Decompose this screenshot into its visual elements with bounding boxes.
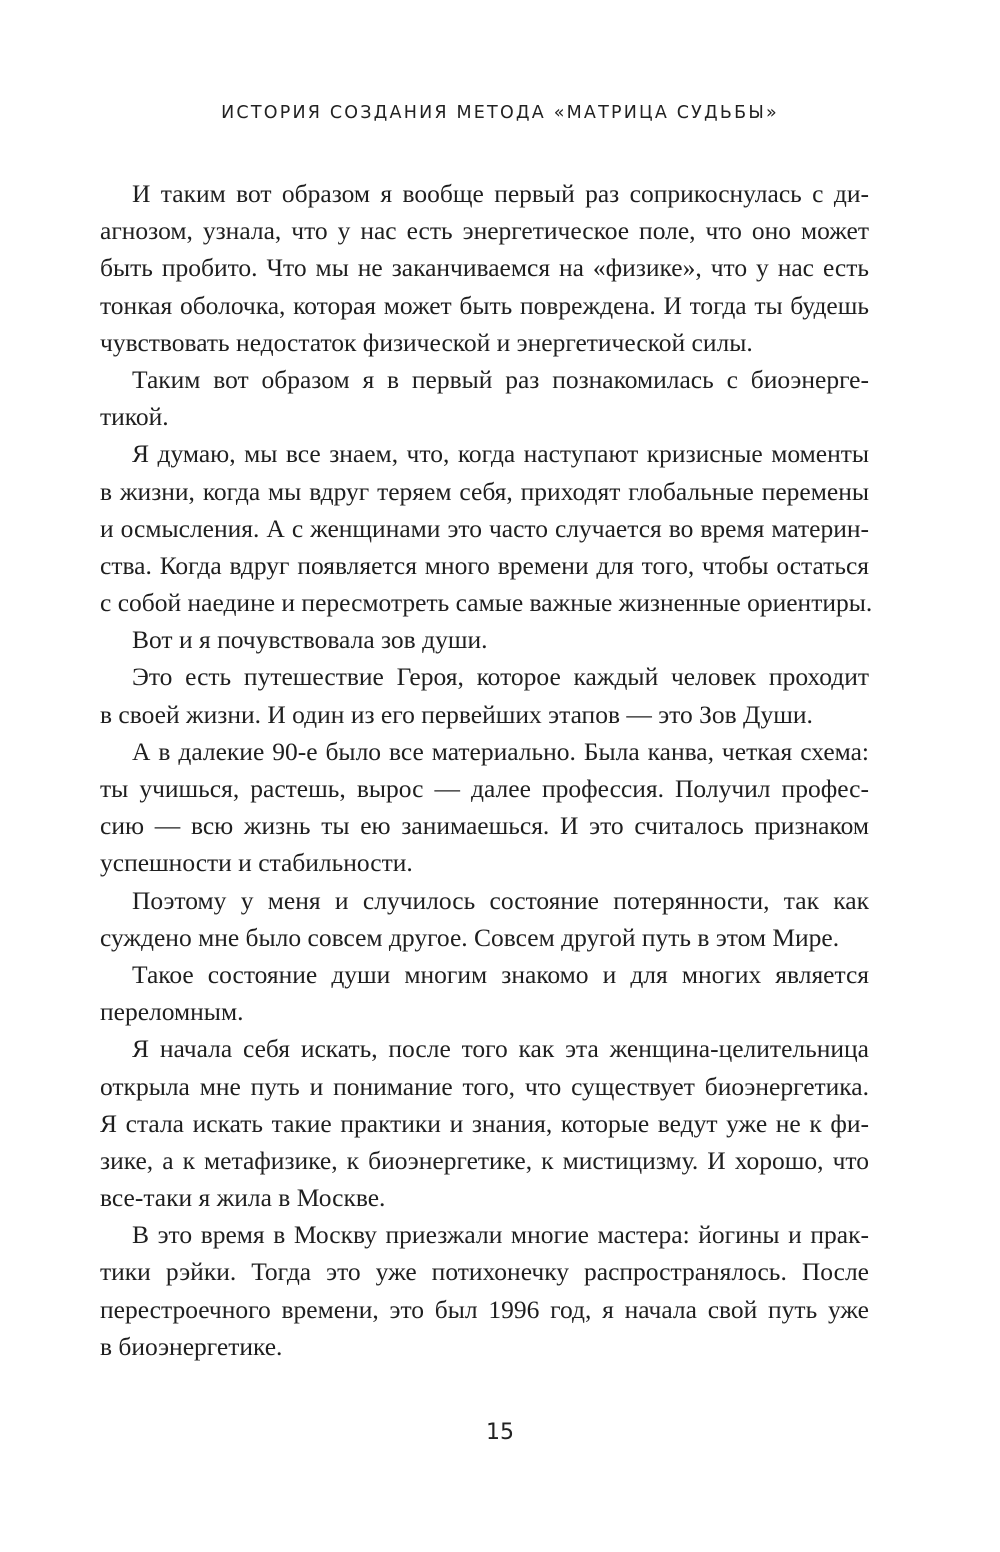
text-line: в биоэнергетике. <box>100 1331 283 1361</box>
paragraph <box>100 1216 869 1365</box>
text-line: Я начала себя искать, после того как эта женщина-целительница <box>132 1034 869 1064</box>
paragraph <box>100 956 869 1030</box>
paragraph <box>100 175 869 361</box>
text-line: зике, а к метафизике, к биоэнергетике, к мистицизму. И хорошо, что <box>100 1145 869 1175</box>
text-line: Это есть путешествие Героя, которое каждый человек проходит <box>132 662 869 692</box>
text-line: суждено мне было совсем другое. Совсем другой путь в этом Мире. <box>100 922 840 952</box>
running-head: ИСТОРИЯ СОЗДАНИЯ МЕТОДА «МАТРИЦА СУДЬБЫ» <box>221 103 779 123</box>
paragraph <box>100 435 873 621</box>
text-line: успешности и стабильности. <box>100 848 413 878</box>
text-line: Я думаю, мы все знаем, что, когда наступают кризисные моменты <box>132 439 869 469</box>
text-line: Такое состояние души многим знакомо и для многих является <box>132 959 869 989</box>
text-line: ства. Когда вдруг появляется много времени для того, чтобы остаться <box>100 550 869 580</box>
paragraph <box>100 882 869 956</box>
text-line: все-таки я жила в Москве. <box>100 1183 386 1213</box>
text-line: А в далекие 90-е было все материально. Была канва, четкая схема: <box>132 736 869 766</box>
body-text <box>100 175 873 1365</box>
text-line: тикой. <box>100 402 169 432</box>
paragraph <box>100 621 869 658</box>
text-line: Вот и я почувствовала зов души. <box>132 625 488 655</box>
text-line: ты учишься, растешь, вырос — далее профессия. Получил профес- <box>100 774 869 803</box>
text-line: Таким вот образом я в первый раз познакомилась с биоэнерге- <box>132 364 869 394</box>
page-number: 15 <box>486 1420 514 1445</box>
text-line: В это время в Москву приезжали многие мастера: йогины и прак- <box>132 1220 869 1250</box>
text-line: в жизни, когда мы вдруг теряем себя, приходят глобальные перемены <box>100 476 869 506</box>
text-line: сию — всю жизнь ты ею занимаешься. И это считалось признаком <box>100 811 869 841</box>
text-line: открыла мне путь и понимание того, что существует биоэнергетика. <box>100 1071 869 1101</box>
text-line: И таким вот образом я вообще первый раз соприкоснулась с ди- <box>132 179 869 208</box>
text-line: Я стала искать такие практики и знания, которые ведут уже не к фи- <box>100 1108 869 1138</box>
text-line: в своей жизни. И один из его первейших этапов — это Зов Души. <box>100 699 813 729</box>
paragraph <box>100 733 869 882</box>
text-line: с собой наедине и пересмотреть самые важные жизненные ориентиры. <box>100 588 873 618</box>
text-line: Поэтому у меня и случилось состояние потерянности, так как <box>132 885 869 915</box>
text-line: и осмысления. А с женщинами это часто случается во время материн- <box>100 513 869 543</box>
text-line: переломным. <box>100 997 244 1027</box>
paragraph <box>100 361 869 435</box>
paragraph <box>100 1030 869 1216</box>
text-line: агнозом, узнала, что у нас есть энергетическое поле, что оно может <box>100 216 869 246</box>
text-line: тики рэйки. Тогда это уже потихонечку распространялось. После <box>100 1257 869 1287</box>
text-line: быть пробито. Что мы не заканчиваемся на «физике», что у нас есть <box>100 253 869 283</box>
paragraph <box>100 658 869 732</box>
text-line: перестроечного времени, это был 1996 год, я начала свой путь уже <box>100 1294 869 1324</box>
text-line: тонкая оболочка, которая может быть повреждена. И тогда ты будешь <box>100 290 869 320</box>
text-line: чувствовать недостаток физической и энергетической силы. <box>100 327 753 357</box>
